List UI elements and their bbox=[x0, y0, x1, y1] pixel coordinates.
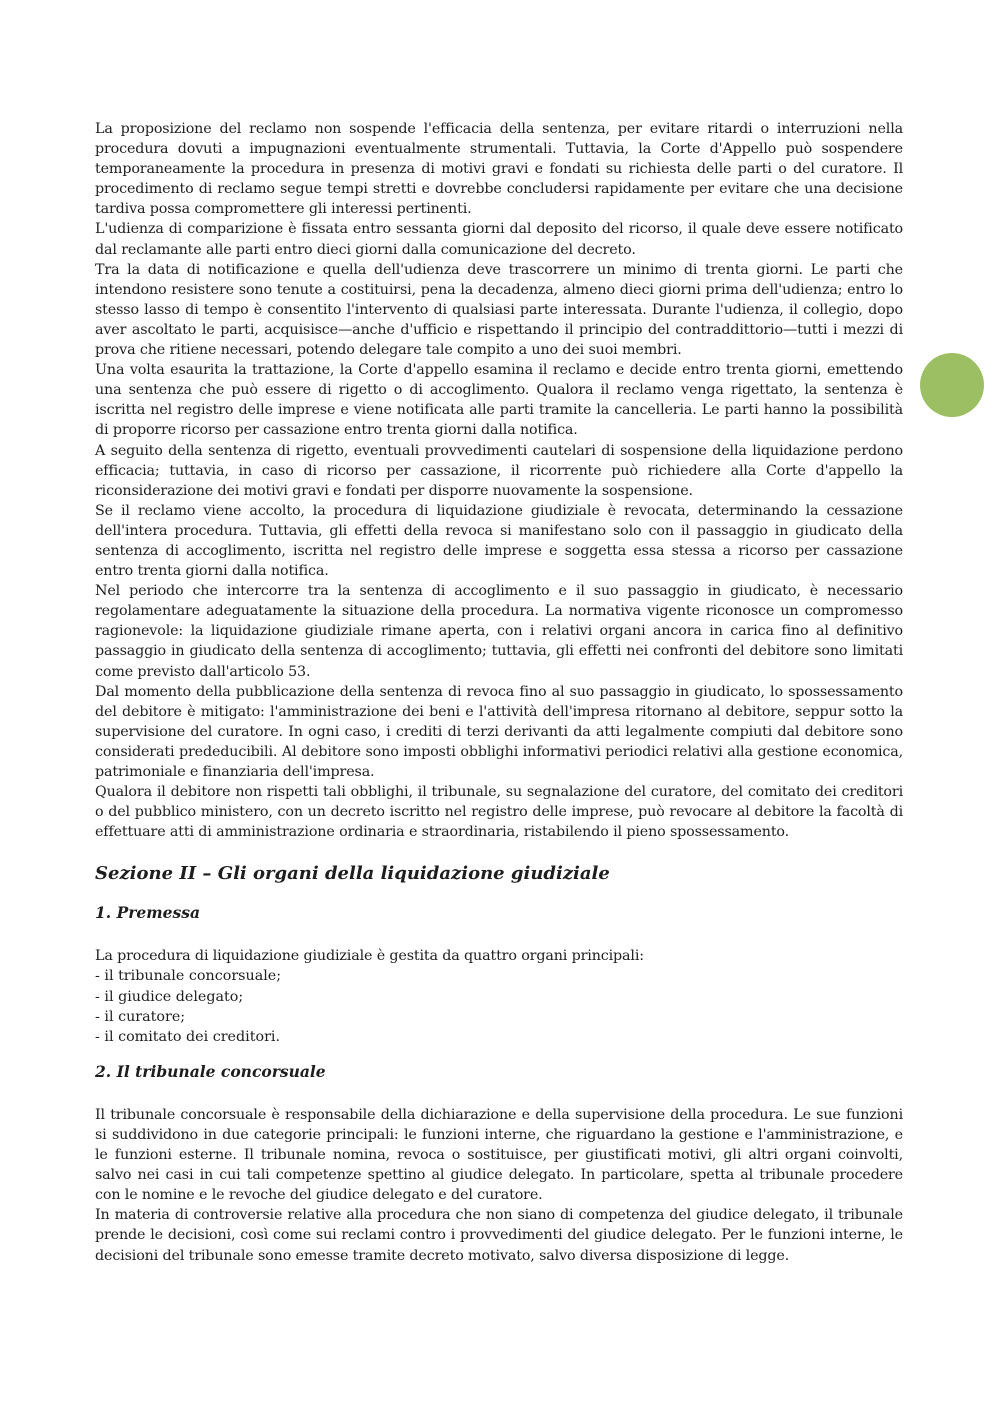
subsection-title-premessa: 1. Premessa bbox=[95, 903, 201, 923]
paragraph: Dal momento della pubblicazione della sentenza di revoca fino al suo passaggio in giudicato, lo spossessamento del debitore è mitigato: l'amministrazione dei beni e l'attività dell'impresa ritornano al debitore, seppur sotto la supervisione del curatore. In ogni caso, i crediti di terzi derivanti da atti legalmente compiuti dal debitore sono considerati prededucibili. Al debitore sono imposti obblighi informativi periodici relativi alla gestione economica, patrimoniale e finanziaria dell'impresa. bbox=[95, 683, 903, 780]
document-page bbox=[95, 119, 903, 1266]
list-item: - il curatore; bbox=[95, 1008, 186, 1025]
organs-list bbox=[95, 966, 903, 1046]
section-title: Sezione II – Gli organi della liquidazione giudiziale bbox=[95, 863, 610, 885]
paragraph: Una volta esaurita la trattazione, la Corte d'appello esamina il reclamo e decide entro trenta giorni, emettendo una sentenza che può essere di rigetto o di accoglimento. Qualora il reclamo venga rigettato, la sentenza è iscritta nel registro delle imprese e viene notificata alle parti tramite la cancelleria. Le parti hanno la possibilità di proporre ricorso per cassazione entro trenta giorni dalla notifica. bbox=[95, 362, 903, 439]
paragraph: Qualora il debitore non rispetti tali obblighi, il tribunale, su segnalazione del curatore, del comitato dei creditori o del pubblico ministero, con un decreto iscritto nel registro delle imprese, può revocare al debitore la facoltà di effettuare atti di amministrazione ordinaria e straordinaria, ristabilendo il pieno spossessamento. bbox=[95, 784, 903, 841]
paragraph: L'udienza di comparizione è fissata entro sessanta giorni dal deposito del ricorso, il quale deve essere notificato dal reclamante alle parti entro dieci giorni dalla comunicazione del decreto. bbox=[95, 221, 903, 258]
paragraph: A seguito della sentenza di rigetto, eventuali provvedimenti cautelari di sospensione della liquidazione perdono efficacia; tuttavia, in caso di ricorso per cassazione, il ricorrente può richiedere alla Corte d'appello la riconsiderazione dei motivi gravi e fondati per disporre nuovamente la sospensione. bbox=[95, 442, 903, 499]
list-item: - il comitato dei creditori. bbox=[95, 1028, 281, 1045]
paragraph: Tra la data di notificazione e quella dell'udienza deve trascorrere un minimo di trenta giorni. Le parti che intendono resistere sono tenute a costituirsi, pena la decadenza, almeno dieci giorni prima dell'udienza; entro lo stesso lasso di tempo è consentito l'intervento di qualsiasi parte interessata. Durante l'udienza, il collegio, dopo aver ascoltato le parti, acquisisce—anche d'ufficio e rispettando il principio del contraddittorio—tutti i mezzi di prova che ritiene necessari, potendo delegare tale compito a uno dei suoi membri. bbox=[95, 261, 903, 359]
paragraph: In materia di controversie relative alla procedura che non siano di competenza del giudice delegato, il tribunale prende le decisioni, così come sui reclami contro i provvedimenti del giudice delegato. Per le funzioni interne, le decisioni del tribunale sono emesse tramite decreto motivato, salvo diversa disposizione di legge. bbox=[95, 1207, 903, 1264]
paragraph: Se il reclamo viene accolto, la procedura di liquidazione giudiziale è revocata, determinando la cessazione dell'intera procedura. Tuttavia, gli effetti della revoca si manifestano solo con il passaggio in giudicato della sentenza di accoglimento, iscritta nel registro delle imprese e soggetta essa stessa a ricorso per cassazione entro trenta giorni dalla notifica. bbox=[95, 502, 903, 580]
subsection-title-tribunale: 2. Il tribunale concorsuale bbox=[95, 1061, 326, 1081]
paragraph: La proposizione del reclamo non sospende l'efficacia della sentenza, per evitare ritardi o interruzioni nella procedura dovuti a impugnazioni eventualmente strumentali. Tuttavia, la Corte d'Appello può sospendere temporaneamente la procedura in presenza di motivi gravi e fondati su richiesta delle parti o del curatore. Il procedimento di reclamo segue tempi stretti e dovrebbe concludersi rapidamente per evitare che una decisione tardiva possa compromettere gli interessi pertinenti. bbox=[95, 121, 903, 218]
list-item: - il tribunale concorsuale; bbox=[95, 968, 282, 985]
list-item: - il giudice delegato; bbox=[95, 988, 244, 1005]
list-intro: La procedura di liquidazione giudiziale è gestita da quattro organi principali: bbox=[95, 948, 644, 965]
paragraph: Il tribunale concorsuale è responsabile della dichiarazione e della supervisione della procedura. Le sue funzioni si suddividono in due categorie principali: le funzioni interne, che riguardano la gestione e l'amministrazione, e le funzioni esterne. Il tribunale nomina, revoca o sostituisce, per giustificati motivi, gli altri organi coinvolti, salvo nei casi in cui tali competenze spettino al giudice delegato. In particolare, spetta al tribunale procedere con le nomine e le revoche del giudice delegato e del curatore. bbox=[95, 1106, 903, 1204]
decorative-green-circle bbox=[920, 353, 984, 417]
paragraph: Nel periodo che intercorre tra la sentenza di accoglimento e il suo passaggio in giudicato, è necessario regolamentare adeguatamente la situazione della procedura. La normativa vigente riconosce un compromesso ragionevole: la liquidazione giudiziale rimane aperta, con i relativi organi ancora in carica fino al definitivo passaggio in giudicato della sentenza di accoglimento; tuttavia, gli effetti nei confronti del debitore sono limitati come previsto dall'articolo 53. bbox=[95, 583, 903, 680]
